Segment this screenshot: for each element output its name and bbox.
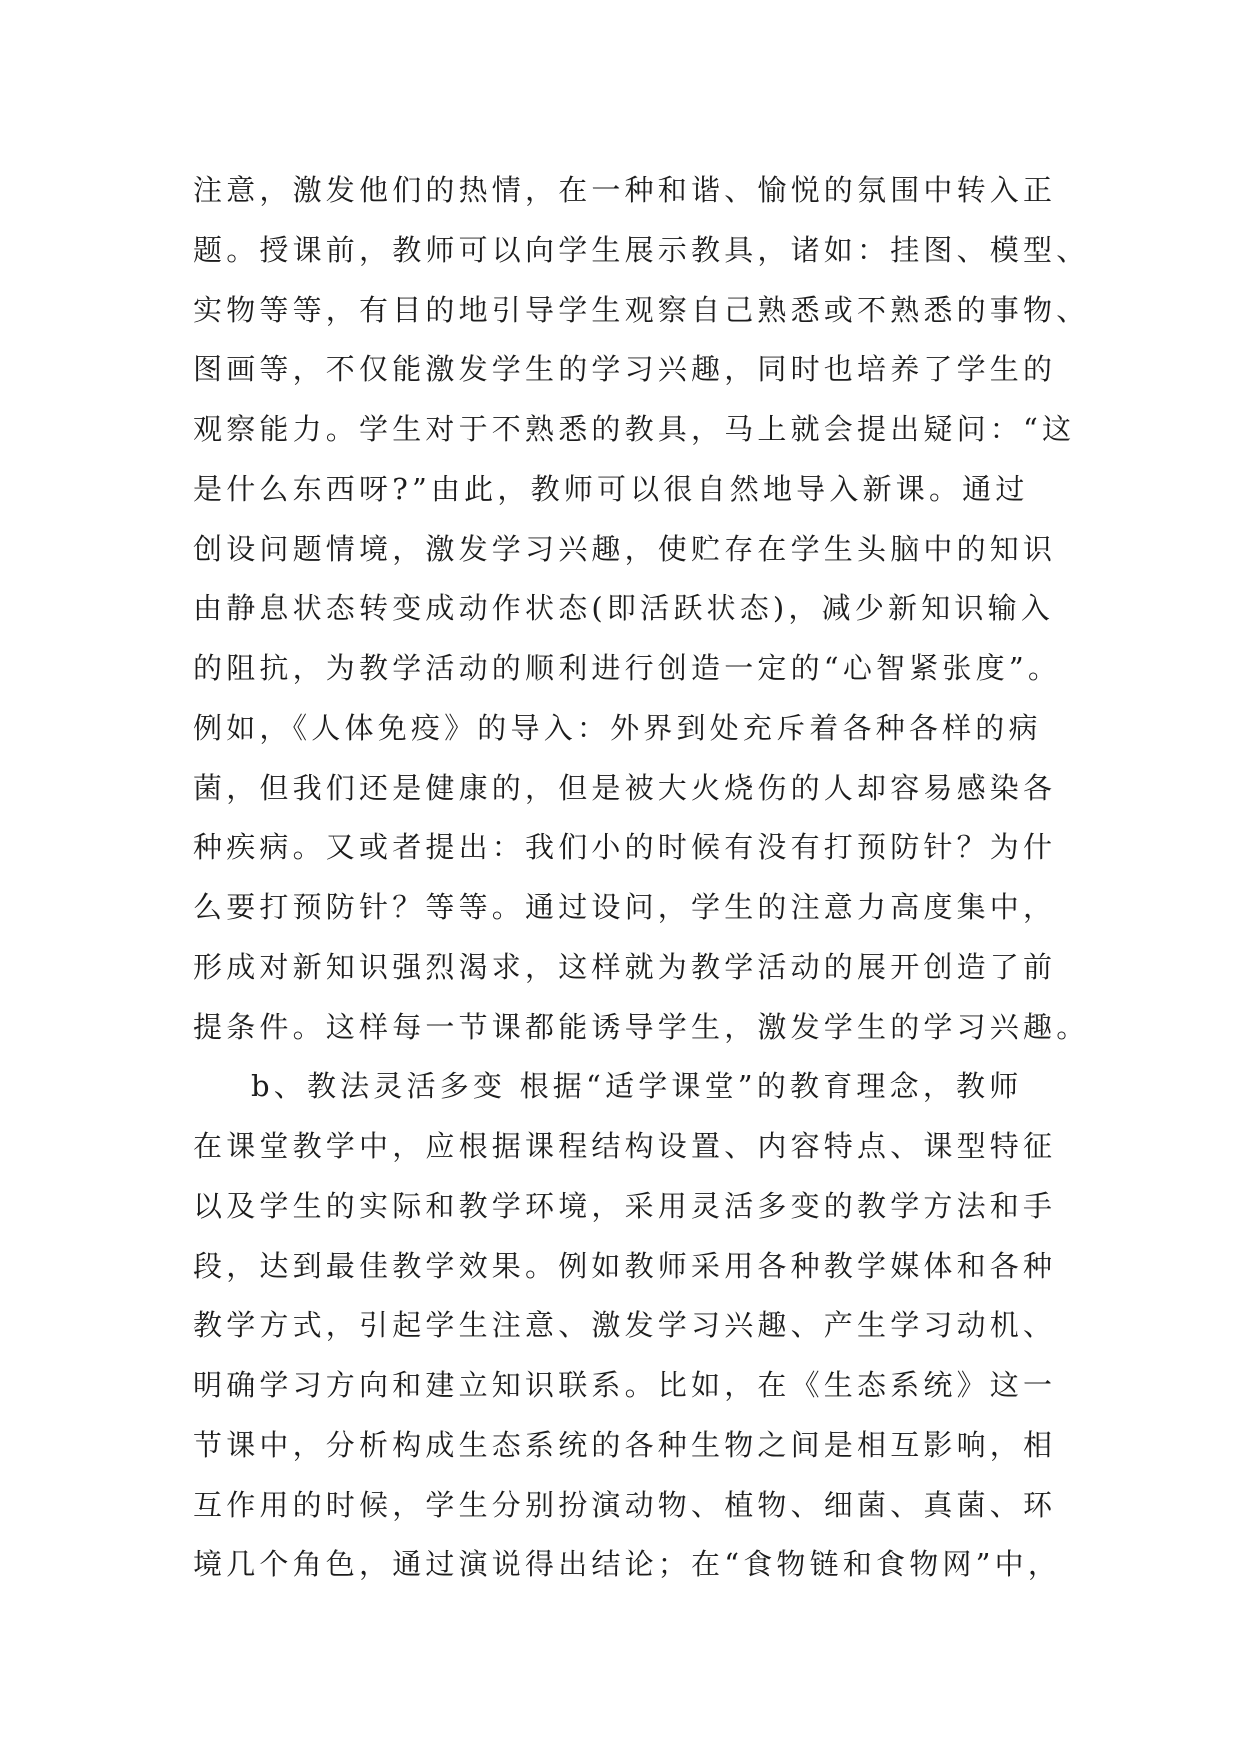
text-line: 的阻抗，为教学活动的顺利进行创造一定的“心智紧张度”。 xyxy=(193,651,1062,685)
text-line: 在课堂教学中，应根据课程结构设置、内容特点、课型特征 xyxy=(193,1129,1057,1163)
text-line: 明确学习方向和建立知识联系。比如，在《生态系统》这一 xyxy=(193,1368,1057,1402)
text-line: 创设问题情境，激发学习兴趣，使贮存在学生头脑中的知识 xyxy=(193,531,1057,566)
text-line: 节课中，分析构成生态系统的各种生物之间是相互影响，相 xyxy=(193,1427,1057,1462)
text-line: 种疾病。又或者提出：我们小的时候有没有打预防针？为什 xyxy=(193,830,1057,865)
text-line: 由静息状态转变成动作状态(即活跃状态)，减少新知识输入 xyxy=(193,591,1055,626)
text-line: 互作用的时候，学生分别扮演动物、植物、细菌、真菌、环 xyxy=(193,1487,1057,1522)
text-line: 形成对新知识强烈渴求，这样就为教学活动的展开创造了前 xyxy=(193,949,1057,984)
text-line: 菌，但我们还是健康的，但是被大火烧伤的人却容易感染各 xyxy=(193,770,1057,805)
text-line: 观察能力。学生对于不熟悉的教具，马上就会提出疑问：“这 xyxy=(193,412,1076,446)
body-text xyxy=(193,161,1093,1595)
text-line: 注意，激发他们的热情，在一种和谐、愉悦的氛围中转入正 xyxy=(193,173,1057,207)
text-line: 例如，《人体免疫》的导入：外界到处充斥着各种各样的病 xyxy=(193,710,1042,745)
text-line: 实物等等，有目的地引导学生观察自己熟悉或不熟悉的事物、 xyxy=(193,292,1090,327)
text-line: 提条件。这样每一节课都能诱导学生，激发学生的学习兴趣。 xyxy=(193,1009,1090,1044)
text-line: 段，达到最佳教学效果。例如教师采用各种教学媒体和各种 xyxy=(193,1248,1057,1283)
text-line: 境几个角色，通过演说得出结论；在“食物链和食物网”中， xyxy=(193,1547,1062,1582)
text-line: 以及学生的实际和教学环境，采用灵活多变的教学方法和手 xyxy=(193,1188,1057,1223)
paragraph-first-line: b、教法灵活多变 根据“适学课堂”的教育理念，教师 xyxy=(251,1069,1023,1104)
text-line: 题。授课前，教师可以向学生展示教具，诸如：挂图、模型、 xyxy=(193,232,1090,267)
text-line: 教学方式，引起学生注意、激发学习兴趣、产生学习动机、 xyxy=(193,1308,1057,1343)
text-line: 是什么东西呀?”由此，教师可以很自然地导入新课。通过 xyxy=(193,471,1029,506)
text-line: 么要打预防针？等等。通过设问，学生的注意力高度集中， xyxy=(193,890,1057,924)
text-line: 图画等，不仅能激发学生的学习兴趣，同时也培养了学生的 xyxy=(193,352,1057,387)
